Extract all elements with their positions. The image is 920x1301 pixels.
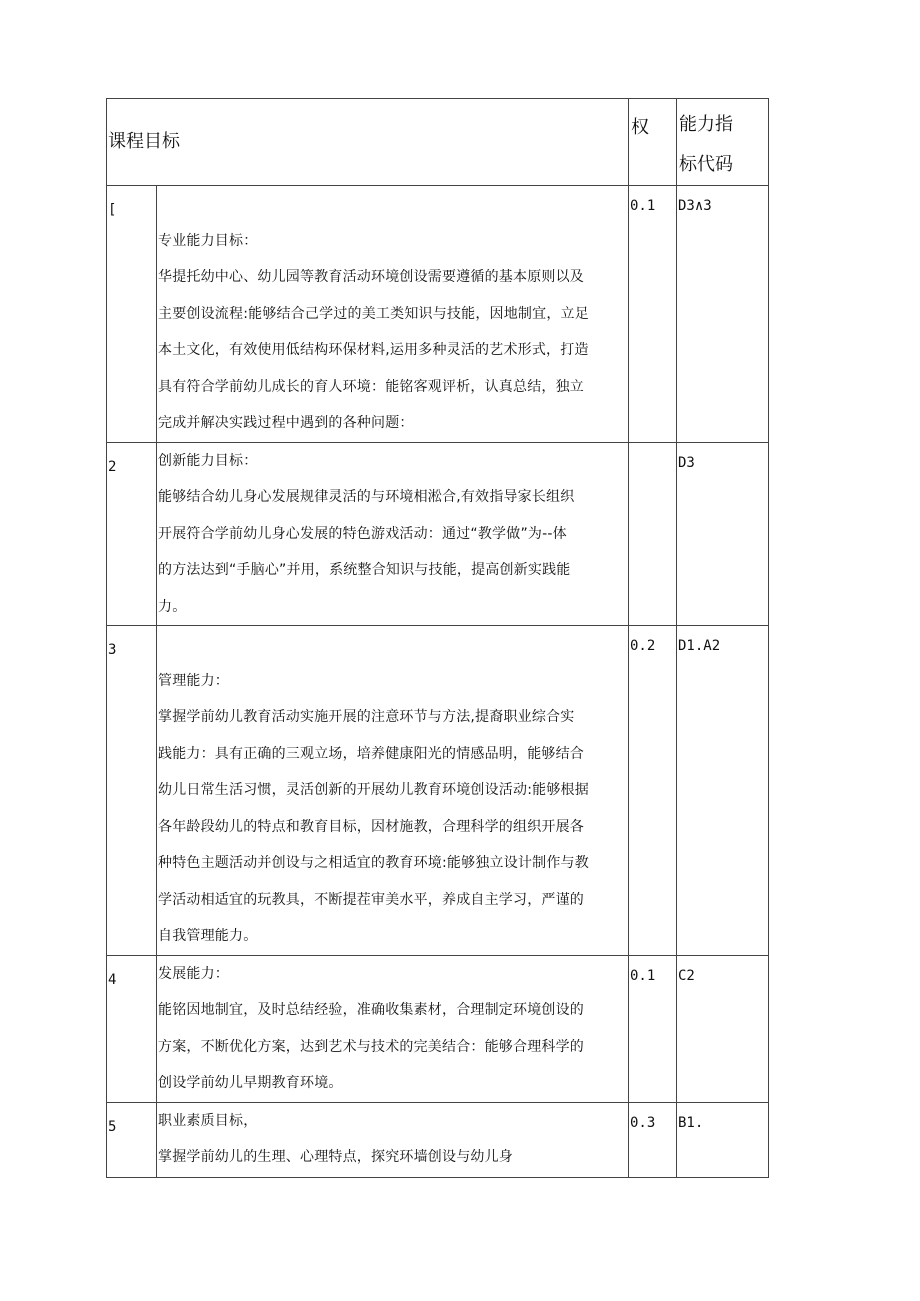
content-line: 创新能力目标： xyxy=(158,452,258,469)
row-ability-code: D1.A2 xyxy=(677,626,769,956)
row-number: 2 xyxy=(107,442,157,626)
row-weight: 0.2 xyxy=(629,626,677,956)
table-row xyxy=(107,626,769,956)
table-row xyxy=(107,442,769,626)
header-weight: 权 xyxy=(629,99,677,186)
row-ability-code: D3∧3 xyxy=(677,186,769,443)
row-weight: 0.1 xyxy=(629,955,677,1102)
table-header-row xyxy=(107,99,769,186)
content-line: 学活动相适宜的玩教具，不断提茬审美水平，养成自主学习，严谨的 xyxy=(158,891,584,908)
row-ability-code: C2 xyxy=(677,955,769,1102)
row-weight: 0.3 xyxy=(629,1102,677,1177)
row-ability-code: B1. xyxy=(677,1102,769,1177)
content-line: 具有符合学前幼儿成长的育人环境：能铭客观评析，认真总结，独立 xyxy=(158,378,584,395)
row-content xyxy=(157,442,629,626)
row-content xyxy=(157,1102,629,1177)
row-content xyxy=(157,955,629,1102)
course-objectives-table xyxy=(106,98,769,1178)
content-line: 职业素质目标， xyxy=(158,1112,258,1129)
header-code-line-1: 能力指 xyxy=(679,114,733,135)
table-row xyxy=(107,1102,769,1177)
content-line xyxy=(158,186,626,223)
table-row xyxy=(107,955,769,1102)
row-content xyxy=(157,186,629,443)
row-content xyxy=(157,626,629,956)
content-line: 华提托幼中心、幼儿园等教育活动环境创设需要遵循的基本原则以及 xyxy=(158,269,584,285)
content-line: 力。 xyxy=(158,598,187,615)
row-weight: 0.1 xyxy=(629,186,677,443)
header-code-line-2: 标代码 xyxy=(679,154,733,175)
content-line: 管理能力： xyxy=(158,672,229,689)
content-line: 践能力：具有正确的三观立场，培养健康阳光的情感品明，能够结合 xyxy=(158,745,584,762)
row-ability-code: D3 xyxy=(677,442,769,626)
content-line: 的方法达到“手脑心”并用，系统整合知识与技能，提高创新实践能 xyxy=(158,562,571,578)
content-line: 自我管理能力。 xyxy=(158,928,258,944)
row-number: 3 xyxy=(107,626,157,956)
content-line: 本土文化，有效使用低结构环保材料,运用多种灵活的艺术形式，打造 xyxy=(158,342,589,358)
content-line: 方案，不断优化方案，达到艺术与技术的完美结合：能够合理科学的 xyxy=(158,1038,584,1055)
row-weight xyxy=(629,442,677,626)
header-course-goal: 课程目标 xyxy=(107,99,629,186)
content-line: 专业能力目标： xyxy=(158,232,258,249)
content-line: 主要创设流程:能够结合己学过的美工类知识与技能，因地制宜，立足 xyxy=(158,305,589,322)
content-line: 能够结合幼儿身心发展规律灵活的与环境相淞合,有效指导家长组织 xyxy=(158,489,575,505)
content-line: 幼儿日常生活习惯，灵活创新的开展幼儿教育环境创设活动:能够根据 xyxy=(158,782,589,798)
content-line: 完成并解决实践过程中遇到的各种问题： xyxy=(158,415,414,431)
row-number: 4 xyxy=(107,955,157,1102)
content-line xyxy=(158,626,626,663)
row-number: [ xyxy=(107,186,157,443)
content-line: 掌握学前幼儿教育活动实施开展的注意环节与方法,提裔职业综合实 xyxy=(158,709,575,725)
content-line: 创设学前幼儿早期教育环境。 xyxy=(158,1075,343,1091)
row-number: 5 xyxy=(107,1102,157,1177)
table-row xyxy=(107,186,769,443)
content-line: 各年龄段幼儿的特点和教育目标，因材施教，合理科学的组织开展各 xyxy=(158,818,584,835)
content-line: 种特色主题活动并创设与之相适宜的教育环境:能够独立设计制作与教 xyxy=(158,855,589,871)
content-line: 掌握学前幼儿的生理、心理特点，探究环墙创设与幼儿身 xyxy=(158,1149,513,1165)
header-ability-code xyxy=(677,99,769,186)
content-line: 发展能力： xyxy=(158,965,229,982)
content-line: 能铭因地制宜，及时总结经验，准确收集素材，合理制定环境创设的 xyxy=(158,1002,584,1018)
content-line: 开展符合学前幼儿身心发展的特色游戏活动：通过“教学做”为--体 xyxy=(158,525,567,542)
